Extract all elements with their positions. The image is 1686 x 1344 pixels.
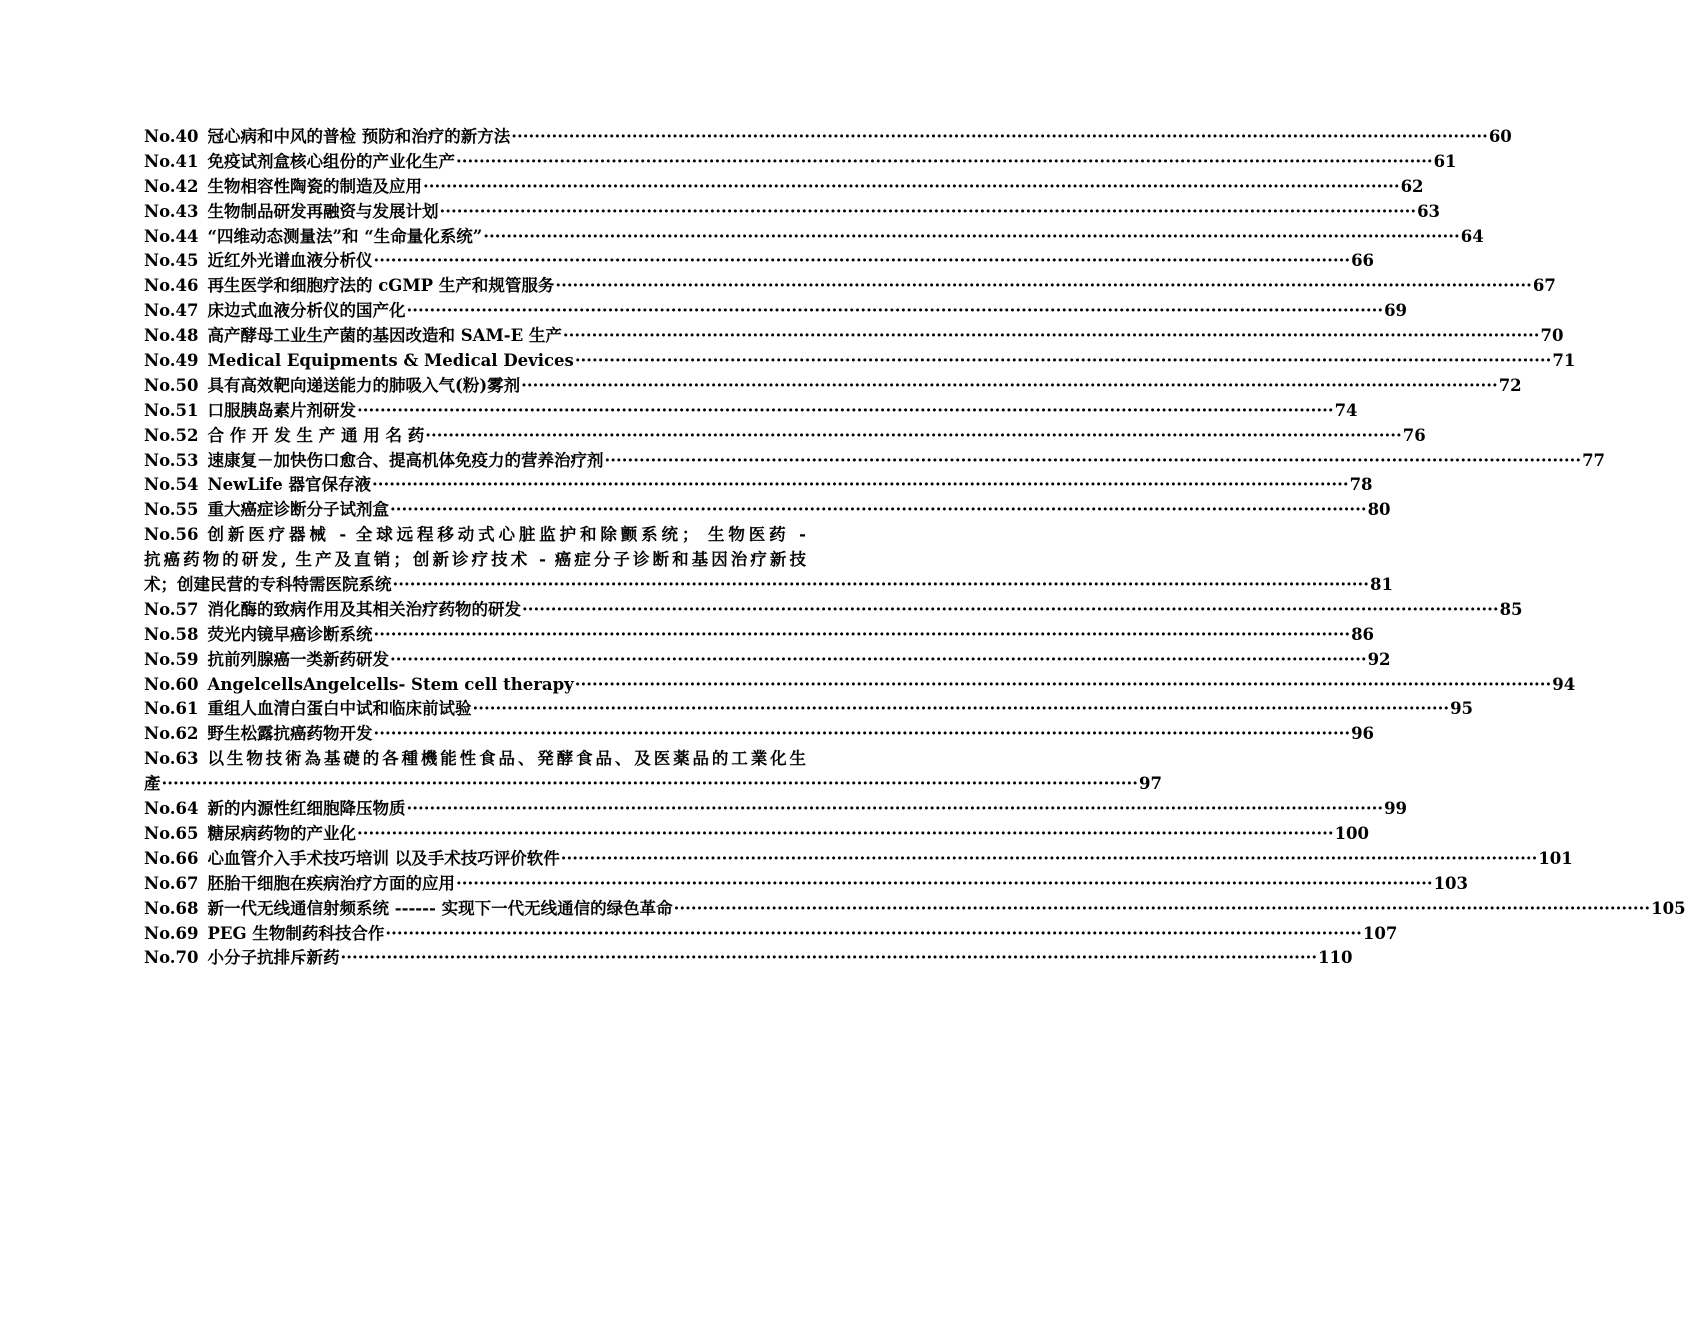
toc-entry[interactable] — [144, 697, 1474, 722]
entry-page: 95 — [1450, 699, 1474, 719]
entry-title-line: 產 — [144, 774, 161, 794]
entry-number: No.53 — [144, 450, 199, 470]
entry-page: 86 — [1351, 624, 1375, 644]
toc-entry[interactable] — [144, 274, 1556, 299]
toc-entry[interactable] — [144, 623, 1375, 648]
entry-title: 荧光内镜早癌诊断系统 — [207, 624, 373, 644]
toc-entry[interactable] — [144, 673, 1576, 698]
entry-title: 合 作 开 发 生 产 通 用 名 药 — [207, 425, 425, 445]
dot-leader — [522, 598, 1499, 623]
entry-page: 78 — [1349, 475, 1373, 495]
entry-line — [144, 573, 1394, 598]
entry-page: 107 — [1362, 923, 1398, 943]
dot-leader — [341, 946, 1318, 971]
entry-title-line: 抗癌药物的研发, 生产及直销；创新诊疗技术 - 癌症分子诊断和基因治疗新技 — [144, 550, 806, 570]
entry-title: NewLife 器官保存液 — [207, 475, 372, 495]
entry-page: 105 — [1651, 898, 1686, 918]
entry-title: 冠心病和中风的普检 预防和治疗的新方法 — [207, 127, 511, 146]
dot-leader — [575, 673, 1552, 698]
entry-title: 速康复－加快伤口愈合、提高机体免疫力的营养治疗剂 — [207, 450, 604, 470]
entry-page: 69 — [1384, 301, 1408, 321]
entry-title: 生物相容性陶瓷的制造及应用 — [207, 176, 423, 196]
dot-leader — [521, 374, 1498, 399]
dot-leader — [423, 175, 1400, 200]
toc-entry[interactable] — [144, 125, 1512, 150]
table-of-contents — [144, 125, 1686, 971]
entry-title: “四维动态测量法”和 “生命量化系统” — [207, 226, 483, 246]
entry-number: No.58 — [144, 624, 199, 644]
dot-leader — [456, 150, 1433, 175]
entry-title: AngelcellsAngelcells- Stem cell therapy — [207, 674, 574, 694]
entry-line — [144, 747, 806, 772]
toc-entry[interactable] — [144, 897, 1686, 922]
entry-page: 70 — [1540, 326, 1564, 346]
dot-leader — [407, 299, 1384, 324]
toc-entry[interactable] — [144, 449, 1606, 474]
entry-title: 糖尿病药物的产业化 — [207, 823, 357, 843]
toc-entry[interactable] — [144, 847, 1573, 872]
entry-line — [144, 548, 806, 573]
entry-number: No.40 — [144, 127, 199, 146]
entry-title: 胚胎干细胞在疾病治疗方面的应用 — [207, 873, 456, 893]
toc-entry[interactable] — [144, 424, 1426, 449]
entry-title: 小分子抗排斥新药 — [207, 948, 340, 968]
entry-page: 96 — [1351, 724, 1375, 744]
dot-leader — [374, 722, 1351, 747]
dot-leader — [357, 399, 1334, 424]
entry-page: 81 — [1370, 575, 1394, 595]
entry-title: 具有高效靶向递送能力的肺吸入气(粉)雾剂 — [207, 375, 521, 395]
dot-leader — [483, 225, 1460, 250]
dot-leader — [385, 922, 1362, 947]
entry-title: 新一代无线通信射频系统 ------ 实现下一代无线通信的绿色革命 — [207, 898, 673, 918]
entry-page: 100 — [1334, 823, 1370, 843]
toc-entry[interactable] — [144, 498, 1391, 523]
toc-entry[interactable] — [144, 299, 1408, 324]
toc-entry[interactable] — [144, 473, 1373, 498]
entry-title: 重组人血清白蛋白中试和临床前试验 — [207, 699, 472, 719]
toc-entry[interactable] — [144, 200, 1441, 225]
entry-number: No.54 — [144, 475, 199, 495]
entry-title: 近红外光谱血液分析仪 — [207, 251, 373, 271]
entry-number: No.66 — [144, 848, 199, 868]
entry-number: No.45 — [144, 251, 199, 271]
toc-entry[interactable] — [144, 374, 1522, 399]
entry-number: No.51 — [144, 400, 199, 420]
entry-page: 66 — [1351, 251, 1375, 271]
entry-number: No.61 — [144, 699, 199, 719]
entry-page: 71 — [1552, 351, 1576, 371]
entry-number: No.48 — [144, 326, 199, 346]
entry-title: 再生医学和细胞疗法的 cGMP 生产和规管服务 — [207, 276, 555, 296]
entry-title: 心血管介入手术技巧培训 以及手术技巧评价软件 — [207, 848, 560, 868]
dot-leader — [374, 249, 1351, 274]
entry-number: No.47 — [144, 301, 199, 321]
entry-title: 野生松露抗癌药物开发 — [207, 724, 373, 744]
entry-number: No.56 — [144, 525, 199, 545]
entry-number: No.68 — [144, 898, 199, 918]
dot-leader — [575, 349, 1552, 374]
entry-number: No.57 — [144, 599, 199, 619]
toc-entry[interactable] — [144, 349, 1576, 374]
entry-number: No.44 — [144, 226, 199, 246]
dot-leader — [511, 125, 1488, 150]
entry-title-line: 以生物技術為基礎的各種機能性食品、発酵食品、及医薬品的工業化生 — [207, 749, 806, 769]
toc-entry[interactable] — [144, 175, 1424, 200]
entry-number: No.67 — [144, 873, 199, 893]
dot-leader — [440, 200, 1417, 225]
dot-leader — [561, 847, 1538, 872]
entry-number: No.43 — [144, 201, 199, 221]
entry-number: No.59 — [144, 649, 199, 669]
entry-title: 消化酶的致病作用及其相关治疗药物的研发 — [207, 599, 522, 619]
entry-page: 61 — [1433, 151, 1457, 171]
entry-number: No.63 — [144, 749, 199, 769]
entry-title-line: 创新医疗器械 - 全球远程移动式心脏监护和除颤系统； 生物医药 - — [207, 525, 806, 545]
entry-number: No.65 — [144, 823, 199, 843]
entry-title: 床边式血液分析仪的国产化 — [207, 301, 406, 321]
entry-page: 72 — [1498, 375, 1522, 395]
entry-page: 103 — [1433, 873, 1469, 893]
entry-page: 92 — [1367, 649, 1391, 669]
dot-leader — [605, 449, 1582, 474]
entry-title: 重大癌症诊断分子试剂盒 — [207, 500, 390, 520]
entry-title: Medical Equipments & Medical Devices — [207, 351, 574, 371]
entry-page: 77 — [1582, 450, 1606, 470]
entry-number: No.62 — [144, 724, 199, 744]
entry-line — [144, 772, 1163, 797]
entry-number: No.52 — [144, 425, 199, 445]
entry-page: 60 — [1488, 127, 1512, 146]
entry-line — [144, 523, 806, 548]
toc-entry[interactable] — [144, 324, 1564, 349]
entry-page: 76 — [1402, 425, 1426, 445]
dot-leader — [162, 772, 1139, 797]
toc-entry[interactable] — [144, 598, 1523, 623]
entry-title: 抗前列腺癌一类新药研发 — [207, 649, 390, 669]
entry-title: 生物制品研发再融资与发展计划 — [207, 201, 439, 221]
entry-title-line: 术；创建民营的专科特需医院系统 — [144, 575, 392, 595]
dot-leader — [555, 274, 1532, 299]
entry-page: 63 — [1417, 201, 1441, 221]
entry-number: No.49 — [144, 351, 199, 371]
dot-leader — [456, 872, 1433, 897]
entry-page: 94 — [1552, 674, 1576, 694]
toc-entry[interactable] — [144, 225, 1484, 250]
dot-leader — [425, 424, 1402, 449]
entry-number: No.50 — [144, 375, 199, 395]
dot-leader — [372, 473, 1349, 498]
entry-page: 110 — [1318, 948, 1353, 968]
entry-title: 口服胰岛素片剂研发 — [207, 400, 357, 420]
entry-number: No.42 — [144, 176, 199, 196]
toc-entry[interactable] — [144, 872, 1469, 897]
toc-entry[interactable] — [144, 946, 1353, 971]
dot-leader — [407, 797, 1384, 822]
dot-leader — [390, 648, 1367, 673]
entry-title: PEG 生物制药科技合作 — [207, 923, 385, 943]
toc-entry[interactable] — [144, 722, 1375, 747]
entry-page: 80 — [1367, 500, 1391, 520]
toc-entry-63[interactable] — [144, 747, 1163, 797]
entry-page: 67 — [1532, 276, 1556, 296]
dot-leader — [473, 697, 1450, 722]
entry-page: 85 — [1499, 599, 1523, 619]
entry-page: 62 — [1400, 176, 1424, 196]
entry-number: No.69 — [144, 923, 199, 943]
entry-title: 高产酵母工业生产菌的基因改造和 SAM-E 生产 — [207, 326, 562, 346]
entry-number: No.60 — [144, 674, 199, 694]
toc-entry[interactable] — [144, 922, 1398, 947]
toc-entry[interactable] — [144, 797, 1408, 822]
dot-leader — [374, 623, 1351, 648]
toc-entry-56[interactable] — [144, 523, 1394, 598]
toc-entry[interactable] — [144, 150, 1457, 175]
dot-leader — [390, 498, 1367, 523]
dot-leader — [563, 324, 1540, 349]
entry-number: No.70 — [144, 948, 199, 968]
entry-title: 新的内源性红细胞降压物质 — [207, 799, 406, 819]
toc-entry[interactable] — [144, 822, 1370, 847]
entry-number: No.46 — [144, 276, 199, 296]
entry-title: 免疫试剂盒核心组份的产业化生产 — [207, 151, 456, 171]
dot-leader — [357, 822, 1334, 847]
entry-page: 97 — [1139, 774, 1163, 794]
entry-page: 64 — [1460, 226, 1484, 246]
entry-page: 101 — [1538, 848, 1573, 868]
entry-number: No.41 — [144, 151, 199, 171]
entry-page: 99 — [1384, 799, 1408, 819]
dot-leader — [674, 897, 1651, 922]
entry-number: No.64 — [144, 799, 199, 819]
toc-entry[interactable] — [144, 399, 1358, 424]
entry-page: 74 — [1334, 400, 1358, 420]
dot-leader — [393, 573, 1370, 598]
toc-entry[interactable] — [144, 648, 1391, 673]
toc-entry[interactable] — [144, 249, 1375, 274]
entry-number: No.55 — [144, 500, 199, 520]
